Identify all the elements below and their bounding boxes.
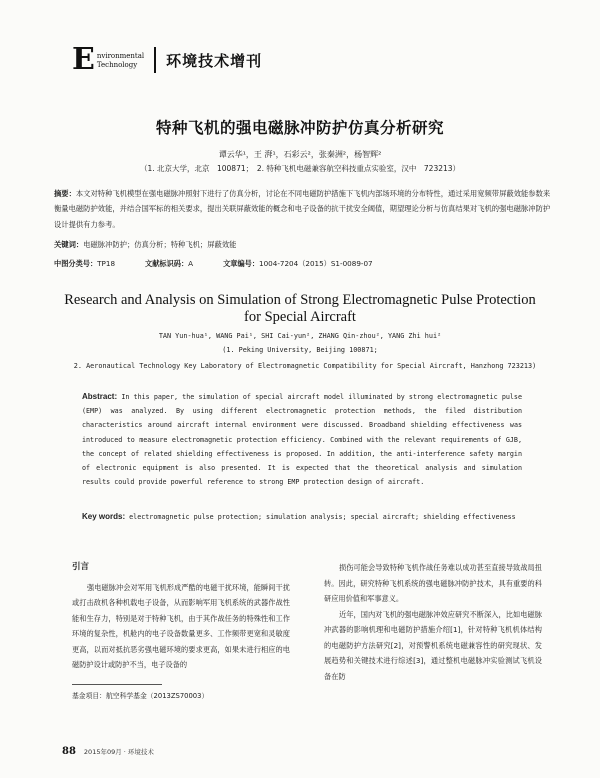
en-abstract (82, 390, 522, 489)
journal-header (72, 44, 262, 76)
funding-footnote: 基金项目：航空科学基金（2013ZS70003） (72, 692, 209, 700)
right-paragraph-2: 近年，国内对飞机的强电磁脉冲效应研究不断深入，比如电磁脉冲武器的影响机理和电磁防护措施介绍[1]，针对特种飞机机体结构的电磁防护方法研究[2]，对预警机系统电磁兼容性的研究现状、发展趋势和关键技术进行综述[3]，通过整机电磁脉冲实验测试飞机设备在防 (324, 609, 542, 681)
footnote-rule (72, 684, 162, 685)
journal-logo-line1: nvironmental (96, 52, 145, 60)
cn-authors: 谭云华¹，王 湃¹，石彩云²，张秦洲²，杨智辉² (218, 150, 382, 159)
cn-abstract-text: 本文对特种飞机模型在强电磁脉冲照射下进行了仿真分析，讨论在不同电磁防护措施下飞机内部场环境的分布特性，通过采用宽频带屏蔽效能参数来衡量电磁防护效能，并结合国军标的相关要求，提出关联屏蔽效能的概念和电子设备的抗干扰安全阈值，期望理论分析与仿真结果对飞机的强电磁脉冲防护设计提供有力参考。 (54, 189, 551, 229)
right-paragraph-1: 损伤可能会导致特种飞机作战任务难以成功甚至直接导致战局扭转。因此，研究特种飞机系统的强电磁脉冲防护技术，具有重要的科研应用价值和军事意义。 (324, 563, 542, 603)
cn-abstract-label: 摘要： (54, 189, 76, 198)
cn-affiliation: （1. 北京大学，北京 100871； 2. 特种飞机电磁兼容航空科技重点实验室，汉中 723213） (139, 164, 461, 173)
page-number: 88 (62, 746, 76, 757)
en-keywords (82, 510, 522, 524)
header-divider (154, 47, 156, 73)
cn-title: 特种飞机的强电磁脉冲防护仿真分析研究 (155, 119, 444, 137)
cn-keywords-label: 关键词： (54, 240, 84, 249)
en-abstract-text: In this paper, the simulation of special aircraft model illuminated by strong electromagnetic pulse (EMP) was analyzed. By using different electromagnetic protection methods, the filed distribution characteristics around aircraft internal environment were discussed. Broadband shielding effectiveness was introduced to measure electromagnetic protection efficiency. Combined with the relevant requirements of GJB, the concept of related shielding effectiveness is proposed. In addition, the anti-interference safety margin of electronic equipment is also presented. It is expected that the theoretical analysis and simulation results could provide powerful reference to strong EMP protection design of aircraft. (82, 393, 522, 487)
doc-code-field: 文献标识码：A (145, 259, 194, 268)
en-affiliation-1: (1. Peking University, Beijing 100871; (222, 346, 378, 354)
journal-logo-letter: E (72, 42, 95, 77)
intro-paragraph: 强电磁脉冲会对军用飞机形成严酷的电磁干扰环境，能瞬间干扰或打击敌机各种机载电子设备，从而影响军用飞机系统的武器作战性能和生存力，特别是对于特种飞机，由于其作战任务的特殊性和工作环境的复杂性，机舱内的电子设备数量更多、工作频带更宽和灵敏度更高，以而对抵抗恶劣强电磁环境的要求更高，如果未进行相应的电磁防护设计或防护不当，电子设备的 (72, 582, 290, 669)
en-abstract-label: Abstract: (82, 392, 118, 401)
intro-heading: 引言 (72, 562, 90, 572)
cn-meta (54, 259, 554, 269)
cn-keywords-text: 电磁脉冲防护；仿真分析；特种飞机；屏蔽效能 (83, 240, 237, 249)
page-footer (62, 746, 154, 757)
en-keywords-text: electromagnetic pulse protection; simulation analysis; special aircraft; shielding effectiveness (129, 513, 516, 521)
clc-field: 中图分类号：TP18 (54, 259, 116, 268)
en-authors: TAN Yun-hua¹, WANG Pai¹, SHI Cai-yun², ZHANG Qin-zhou², YANG Zhi hui² (158, 332, 442, 340)
body-column-left (72, 560, 290, 673)
page-footer-text: 2015年09月 · 环境技术 (83, 748, 154, 756)
en-affiliation-2: 2. Aeronautical Technology Key Laboratory of Electromagnetic Compatibility for Special Aircraft, Hanzhong 723213) (73, 362, 537, 370)
en-title: Research and Analysis on Simulation of Strong Electromagnetic Pulse Protection for Special Aircraft (64, 292, 536, 325)
journal-logo-line2: Technology (96, 61, 138, 69)
article-no-field: 文章编号：1004-7204（2015）S1-0089-07 (223, 259, 373, 268)
en-keywords-label: Key words: (82, 512, 126, 521)
journal-logo-text (97, 52, 144, 70)
cn-keywords (54, 240, 554, 250)
cn-abstract (54, 186, 554, 232)
body-column-right (324, 560, 542, 684)
section-title: 环境技术增刊 (166, 51, 263, 70)
